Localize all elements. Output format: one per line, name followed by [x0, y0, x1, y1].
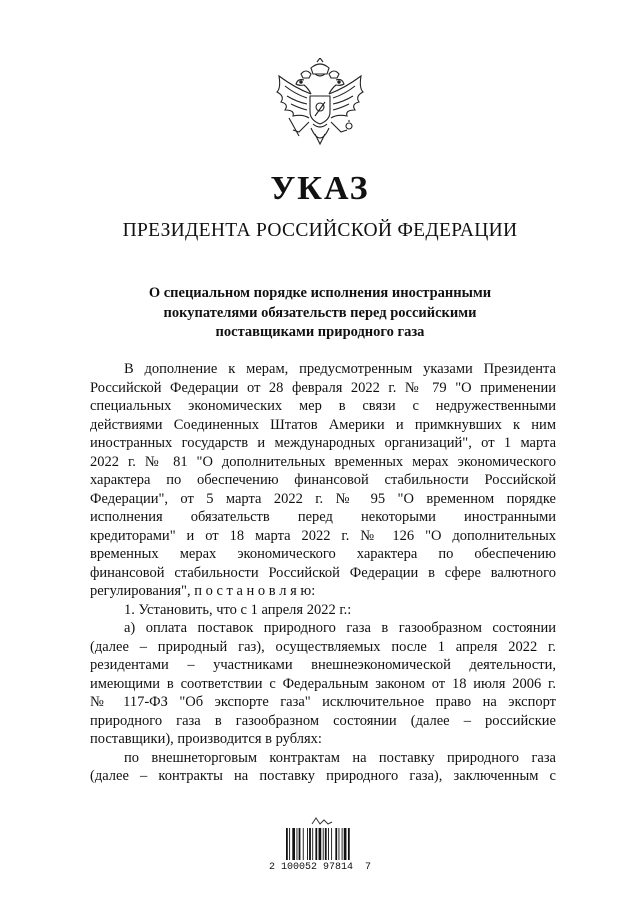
barcode-bar	[292, 828, 295, 860]
decree-body	[90, 360, 556, 786]
body-text-line: резидентами – участниками внешнеэкономической деятельности,	[90, 657, 556, 673]
barcode-mark	[312, 818, 332, 824]
body-text-line: 2022 г. № 81 "О дополнительных временных мерах экономического	[90, 453, 556, 470]
barcode-bar	[286, 828, 288, 860]
body-text-line: регулирования", п о с т а н о в л я ю:	[90, 583, 316, 599]
barcode-bar	[325, 828, 327, 860]
body-text-line: финансовой стабильности Российской Федерации в сфере валютного	[90, 564, 556, 581]
barcode-bar	[307, 828, 308, 860]
body-text-line: В дополнение к мерам, предусмотренным указами Президента	[124, 361, 556, 377]
body-text-line: природного газа в газообразном состоянии (далее – российские	[90, 712, 556, 729]
barcode-bar	[328, 828, 329, 860]
body-text-line: Российской Федерации от 28 февраля 2022 г. № 79 "О применении	[90, 379, 556, 396]
body-text-line: № 117-ФЗ "Об экспорте газа" исключительное право на экспорт	[90, 694, 556, 710]
body-text-line: поставщики), производится в рублях:	[90, 731, 322, 747]
barcode-bar	[315, 828, 317, 860]
barcode-bar	[289, 828, 290, 860]
barcode-bar	[309, 828, 311, 860]
barcode-number: 2 100052 97814 7	[268, 862, 372, 873]
barcode-bar	[299, 828, 301, 860]
body-text-line: имеющими в соответствии с Федеральным законом от 18 июля 2006 г.	[90, 675, 556, 692]
body-text-line: характера по обеспечению финансовой стабильности Российской	[90, 472, 556, 488]
decree-heading-line: поставщиками природного газа	[215, 324, 425, 340]
barcode-bar	[303, 828, 304, 860]
barcode-bar	[344, 828, 347, 860]
document-subtitle: ПРЕЗИДЕНТА РОССИЙСКОЙ ФЕДЕРАЦИИ	[122, 220, 518, 241]
body-text-line: (далее – природный газ), осуществляемых после 1 апреля 2022 г.	[90, 638, 556, 655]
barcode-bar	[297, 828, 298, 860]
barcode-bar	[323, 828, 324, 860]
barcode-bar	[312, 828, 313, 860]
barcode-bar	[342, 828, 343, 860]
document-title: УКАЗ	[270, 170, 370, 207]
barcode-bar	[319, 828, 322, 860]
barcode-bar	[348, 828, 350, 860]
coat-of-arms-emblem	[271, 58, 369, 162]
body-text-line: 1. Установить, что с 1 апреля 2022 г.:	[124, 601, 352, 618]
body-text-line: кредиторами" и от 18 марта 2022 г. № 126 "О дополнительных	[90, 527, 556, 544]
body-text-line: по внешнеторговым контрактам на поставку природного газа	[124, 749, 556, 766]
body-text-line: исполнения обязательств перед некоторыми иностранными	[90, 509, 556, 525]
body-text-line: временных мерах экономического характера по обеспечению	[90, 546, 556, 562]
body-text-line: иностранных государств и международных организаций", от 1 марта	[90, 435, 556, 451]
decree-heading-line: покупателями обязательств перед российскими	[163, 304, 477, 321]
barcode-bar	[335, 828, 337, 860]
body-text-line: Федерации", от 5 марта 2022 г. № 95 "О временном порядке	[90, 490, 556, 507]
barcode-bar	[331, 828, 332, 860]
decree-heading	[90, 284, 550, 343]
decree-heading-line: О специальном порядке исполнения иностранными	[148, 285, 492, 301]
barcode-bar	[339, 828, 340, 860]
body-text-line: специальных экономических мер в связи с недружественными	[90, 398, 556, 414]
body-text-line: (далее – контракты на поставку природного газа), заключенным с	[90, 768, 556, 784]
body-text-line: действиями Соединенных Штатов Америки и примкнувших к ним	[90, 416, 556, 433]
body-text-line: а) оплата поставок природного газа в газообразном состоянии	[124, 620, 556, 636]
